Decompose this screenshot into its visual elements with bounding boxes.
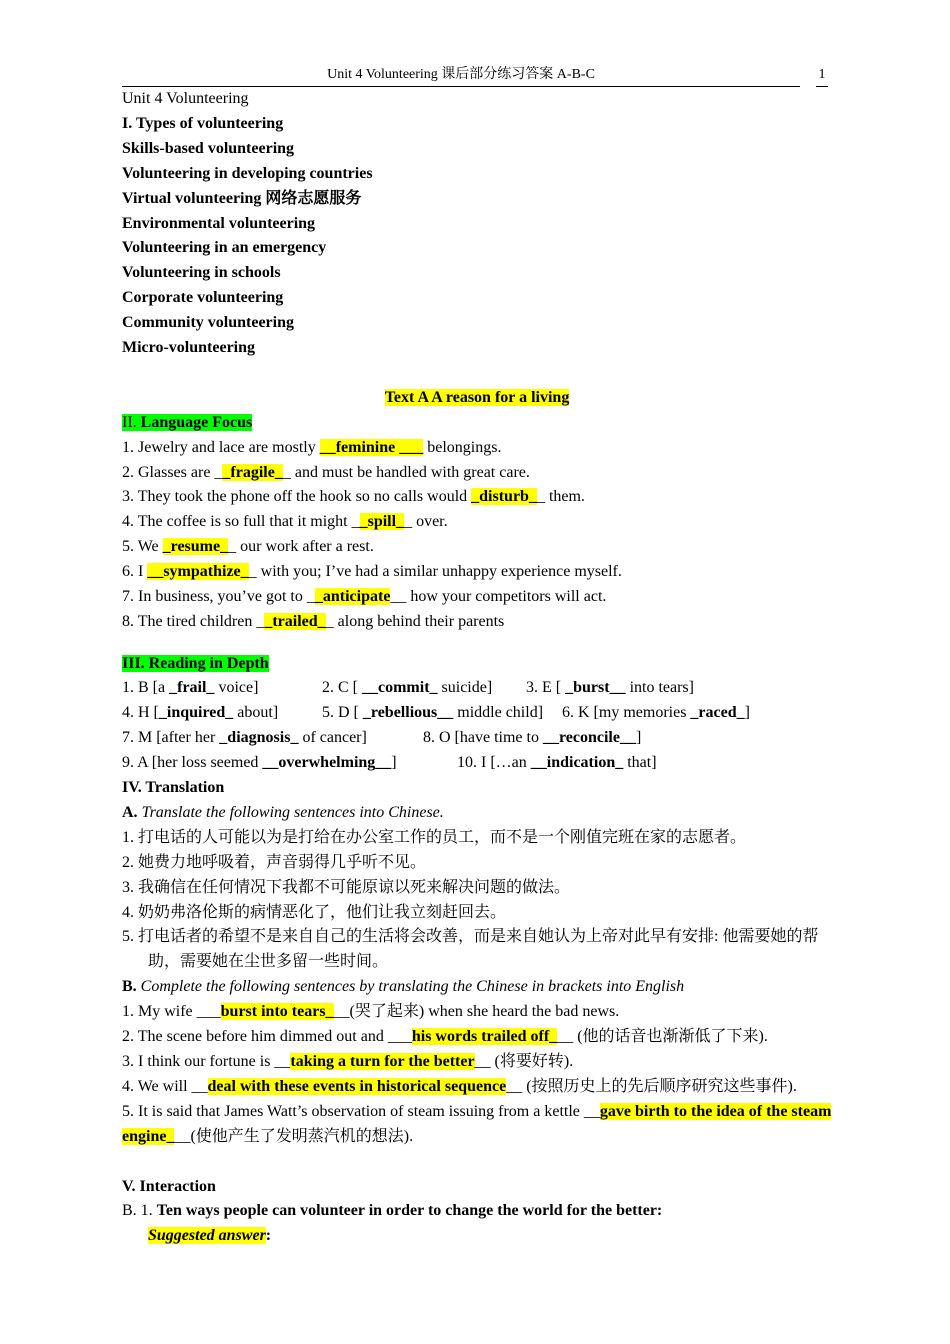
rd-row-1 — [122, 676, 832, 701]
type-item: Micro-volunteering — [122, 339, 256, 357]
rd-row-4 — [122, 751, 832, 776]
lf-item-5: 5. We _resume__ our work after a rest. — [122, 538, 374, 556]
zh-item: 3. 我确信在任何情况下我都不可能原谅以死来解决问题的做法。 — [122, 878, 571, 896]
tb-item-5: 5. It is said that James Watt’s observation of steam issuing from a kettle __gave birth to the idea of the steam engine___(使他产生了发明蒸汽机的想法). — [122, 1102, 832, 1145]
rd-item: 8. O [have time to __reconcile__] — [423, 729, 642, 747]
zh-item: 5. 打电话者的希望不是来自自己的生活将会改善，而是来自她认为上帝对此早有安排: 他需要她的帮助，需要她在尘世多留一些时间。 — [122, 928, 819, 971]
zh-item: 4. 奶奶弗洛伦斯的病情恶化了，他们让我立刻赶回去。 — [122, 903, 507, 921]
rd-item: 7. M [after her _diagnosis_ of cancer] — [122, 729, 367, 747]
answer: _anticipate — [314, 588, 391, 606]
lf-item-8: 8. The tired children __trailed__ along behind their parents — [122, 613, 505, 631]
type-item: Community volunteering — [122, 314, 294, 332]
type-item: Volunteering in schools — [122, 264, 281, 282]
suggested-answer-row: Suggested answer: — [148, 1227, 272, 1245]
answer: taking a turn for the better — [290, 1053, 475, 1071]
type-item: Virtual volunteering 网络志愿服务 — [122, 189, 362, 207]
answer: _spill_ — [359, 513, 405, 531]
lf-item-6: 6. I __sympathize__ with you; I’ve had a similar unhappy experience myself. — [122, 563, 622, 581]
rd-item: 3. E [ _burst__ into tears] — [526, 679, 694, 697]
zh-item: 2. 她费力地呼吸着，声音弱得几乎听不见。 — [122, 853, 427, 871]
document-body — [122, 87, 832, 1249]
translation-part-b: B. Complete the following sentences by translating the Chinese in brackets into English — [122, 978, 685, 996]
rd-item: 1. B [a _frail_ voice] — [122, 679, 259, 697]
answer: __feminine ___ — [319, 438, 424, 456]
answer: his words trailed off_ — [411, 1028, 558, 1046]
unit-title: Unit 4 Volunteering — [122, 90, 249, 107]
answer: _fragile_ — [222, 463, 283, 481]
rd-row-2 — [122, 701, 832, 726]
lf-item-1: 1. Jewelry and lace are mostly __feminine ___ belongings. — [122, 438, 502, 456]
answer: _disturb_ — [471, 488, 537, 506]
tb-item-1: 1. My wife ___burst into tears___(哭了起来) when she heard the bad news. — [122, 1003, 620, 1021]
reading-depth-heading: III. Reading in Depth — [122, 654, 269, 672]
types-heading: I. Types of volunteering — [122, 114, 284, 132]
page-number: 1 — [816, 66, 828, 87]
answer: _resume_ — [162, 538, 229, 556]
reading-depth-heading-row — [122, 652, 832, 677]
rd-row-3 — [122, 726, 832, 751]
suggested-answer-label: Suggested answer — [148, 1227, 266, 1245]
answer: burst into tears_ — [220, 1003, 334, 1021]
rd-item: 4. H [_inquired_ about] — [122, 704, 279, 722]
lf-item-2: 2. Glasses are __fragile__ and must be handled with great care. — [122, 463, 530, 481]
text-a-title: Text A A reason for a living — [384, 388, 570, 406]
rd-item: 6. K [my memories _raced_] — [562, 704, 750, 722]
answer: gave birth to the idea of the steam engine_ — [122, 1102, 832, 1145]
language-focus-num: II. — [122, 413, 137, 431]
type-item: Skills-based volunteering — [122, 139, 295, 157]
answer: deal with these events in historical sequence — [207, 1077, 507, 1095]
translation-part-a: A. Translate the following sentences into Chinese. — [122, 803, 444, 821]
text-a-title-row — [122, 386, 832, 411]
rd-item: 2. C [ __commit_ suicide] — [322, 679, 493, 697]
lf-item-7: 7. In business, you’ve got to __anticipate__ how your competitors will act. — [122, 588, 607, 606]
language-focus-heading — [122, 411, 832, 436]
type-item: Volunteering in developing countries — [122, 164, 373, 182]
tb-item-3: 3. I think our fortune is __taking a turn for the better__ (将要好转). — [122, 1053, 574, 1071]
interaction-heading: V. Interaction — [122, 1177, 216, 1195]
type-item: Corporate volunteering — [122, 289, 284, 307]
rd-item: 5. D [ _rebellious__ middle child] — [322, 704, 544, 722]
type-item: Environmental volunteering — [122, 214, 316, 232]
rd-item: 10. I […an __indication_ that] — [457, 754, 657, 772]
zh-item: 1. 打电话的人可能以为是打给在办公室工作的员工，而不是一个刚值完班在家的志愿者。 — [122, 828, 747, 846]
page-header: Unit 4 Volunteering 课后部分练习答案 A-B-C — [122, 66, 800, 87]
type-item: Volunteering in an emergency — [122, 239, 327, 257]
answer: _trailed_ — [264, 613, 326, 631]
tb-item-4: 4. We will __deal with these events in historical sequence__ (按照历史上的先后顺序研究这些事件). — [122, 1077, 797, 1095]
translation-heading: IV. Translation — [122, 779, 225, 797]
rd-item: 9. A [her loss seemed __overwhelming__] — [122, 754, 397, 772]
lf-item-4: 4. The coffee is so full that it might __spill__ over. — [122, 513, 448, 531]
tb-item-2: 2. The scene before him dimmed out and ___his words trailed off___ (他的话音也渐渐低了下来). — [122, 1028, 768, 1046]
language-focus-title: Language Focus — [136, 413, 253, 431]
interaction-b1: B. 1. Ten ways people can volunteer in order to change the world for the better: — [122, 1202, 663, 1220]
answer: __sympathize_ — [147, 563, 249, 581]
lf-item-3: 3. They took the phone off the hook so no calls would _disturb__ them. — [122, 488, 585, 506]
